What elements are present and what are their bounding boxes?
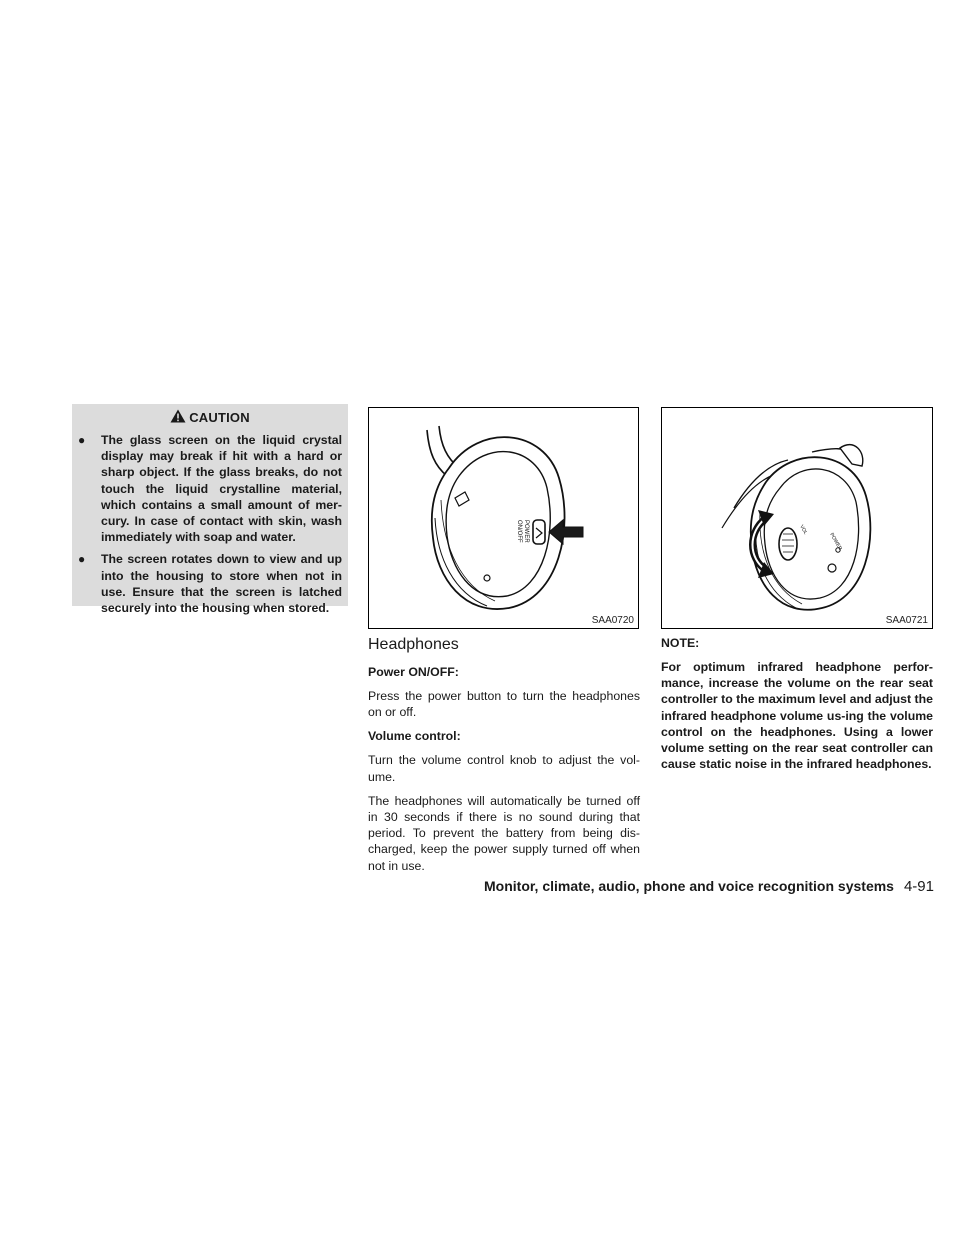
figure-code: SAA0720	[591, 615, 634, 626]
footer-section-name: Monitor, climate, audio, phone and voice recognition systems	[484, 878, 894, 894]
caution-title: CAUTION	[189, 409, 250, 425]
caution-header	[72, 404, 348, 430]
volume-paragraph: Turn the volume control knob to adjust the vol-ume.	[368, 753, 640, 784]
page-footer	[484, 878, 934, 895]
section-title: Headphones	[368, 636, 459, 653]
figure-headphone-power	[368, 407, 639, 629]
bullet-icon: ●	[78, 552, 86, 567]
note-paragraph: For optimum infrared headphone perfor-mance, increase the volume on the rear seat controller to the maximum level and adjust the infrared headphone volume us-ing the volume control on the headphones. Using a lower volume setting on the rear seat controller can cause static noise in the infrared headphones.	[661, 660, 933, 772]
volume-subheading: Volume control:	[368, 729, 461, 744]
headphone-volume-illustration	[662, 408, 934, 630]
power-subheading: Power ON/OFF:	[368, 665, 459, 679]
caution-item	[72, 551, 348, 616]
note-section	[661, 635, 933, 772]
power-label: POWER	[523, 520, 529, 543]
vol-label: VOL	[798, 524, 809, 536]
caution-item-text: The screen rotates down to view and up into the housing to store when not in use. Ensure that the screen is latched securely into the housing when stored.	[101, 552, 342, 616]
page-number: 4-91	[903, 878, 934, 895]
onoff-label: ON/OFF	[516, 520, 522, 543]
note-heading: NOTE:	[661, 636, 700, 650]
auto-off-paragraph: The headphones will automatically be turned off in 30 seconds if there is no sound during that period. To prevent the battery from being dis-charged, keep the power supply turned off when not in use.	[368, 793, 640, 873]
power-label: POWER	[828, 532, 843, 552]
figure-headphone-volume	[661, 407, 933, 629]
headphone-power-illustration	[369, 408, 640, 630]
caution-list	[72, 432, 348, 622]
warning-triangle-icon	[170, 409, 186, 423]
figure-code: SAA0721	[885, 615, 928, 626]
bullet-icon: ●	[78, 433, 86, 447]
caution-item	[72, 432, 348, 545]
power-paragraph: Press the power button to turn the headphones on or off.	[368, 689, 640, 720]
headphones-section	[368, 635, 640, 882]
caution-box	[72, 404, 348, 616]
caution-item-text: The glass screen on the liquid crystal display may break if hit with a hard or sharp object. If the glass breaks, do not touch the liquid crystalline material, which contains a small amount of mer-cury. In case of contact with skin, wash immediately with soap and water.	[101, 433, 342, 545]
